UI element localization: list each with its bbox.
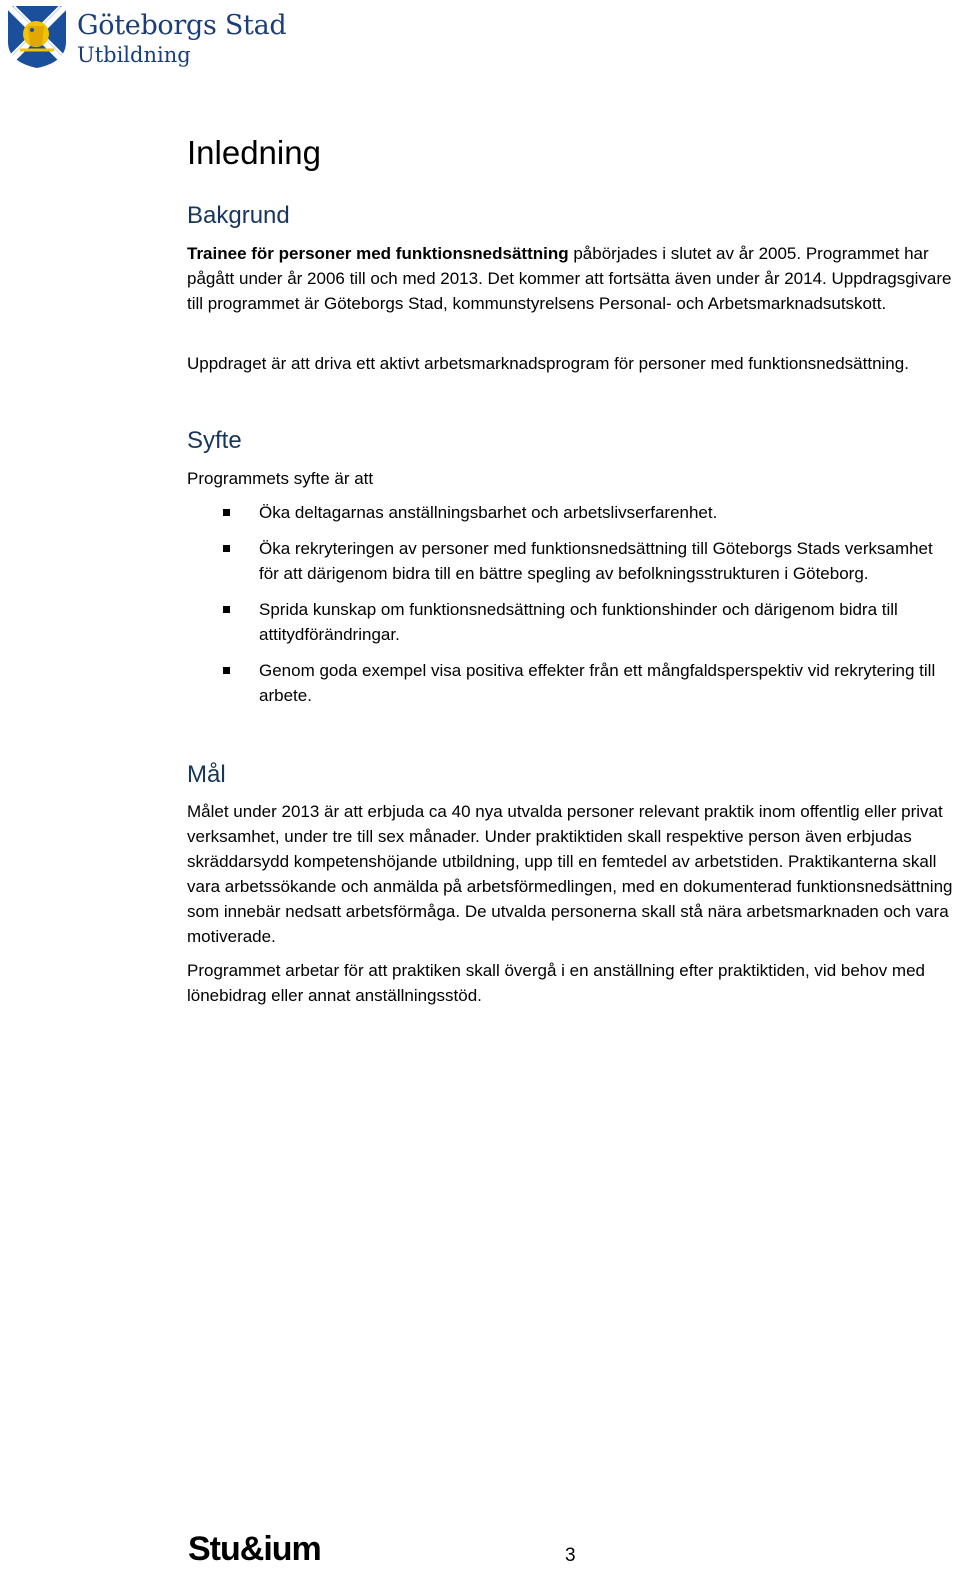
section-heading-syfte: Syfte <box>187 427 242 454</box>
list-item: Öka rekryteringen av personer med funktionsnedsättning till Göteborgs Stads verksamhet för att därigenom bidra till en bättre spegling av befolkningsstrukturen i Göteborg. <box>223 536 953 586</box>
logo-city-name: Göteborgs Stad <box>77 10 287 41</box>
list-item: Sprida kunskap om funktionsnedsättning och funktionshinder och därigenom bidra till attitydförändringar. <box>223 597 953 647</box>
list-item: Öka deltagarnas anställningsbarhet och arbetslivserfarenhet. <box>223 500 953 525</box>
section-heading-mal: Mål <box>187 761 226 788</box>
section-heading-bakgrund: Bakgrund <box>187 202 290 229</box>
bakgrund-paragraph-2: Uppdraget är att driva ett aktivt arbetsmarknadsprogram för personer med funktionsnedsättning. <box>187 354 909 373</box>
page-number: 3 <box>565 1545 576 1566</box>
page-title: Inledning <box>187 134 321 171</box>
bakgrund-paragraph-1 <box>187 241 957 316</box>
city-coat-of-arms-icon <box>6 4 68 70</box>
syfte-intro: Programmets syfte är att <box>187 469 374 488</box>
bakgrund-bold-lead: Trainee för personer med funktionsnedsättning <box>187 244 569 263</box>
bullet-square-icon <box>223 509 230 516</box>
bakgrund-p1-text: påbörjades i slutet av år 2005. Programmet har pågått under år 2006 till och med 2013. Det kommer att fortsätta även under år 2014. Uppdragsgivare till programmet är Göteborgs Stad, kommunstyrelsens Personal- och Arbetsmarknadsutskott. <box>187 244 952 313</box>
mal-paragraph-2: Programmet arbetar för att praktiken skall övergå i en anställning efter praktiktiden, vid behov med lönebidrag eller annat anställningsstöd. <box>187 961 925 1005</box>
logo-department: Utbildning <box>77 43 191 67</box>
bullet-square-icon <box>223 606 230 613</box>
bullet-square-icon <box>223 545 230 552</box>
goteborgs-stad-logo <box>6 4 286 70</box>
mal-paragraph-1: Målet under 2013 är att erbjuda ca 40 nya utvalda personer relevant praktik inom offentlig eller privat verksamhet, under tre till sex månader. Under praktiktiden skall respektive person även erbjudas skräddarsydd kompetenshöjande utbildning, upp till en femtedel av arbetstiden. Praktikanterna skall vara arbetssökande och anmälda på arbetsförmedlingen, med en dokumenterad funktionsnedsättning som innebär nedsatt arbetsförmåga. De utvalda personerna skall stå nära arbetsmarknaden och vara motiverade. <box>187 802 953 946</box>
list-item: Genom goda exempel visa positiva effekter från ett mångfaldsperspektiv vid rekrytering till arbete. <box>223 658 953 708</box>
studium-logo: Stu&ium <box>188 1530 321 1568</box>
bullet-square-icon <box>223 667 230 674</box>
syfte-bullet-list <box>223 500 953 719</box>
